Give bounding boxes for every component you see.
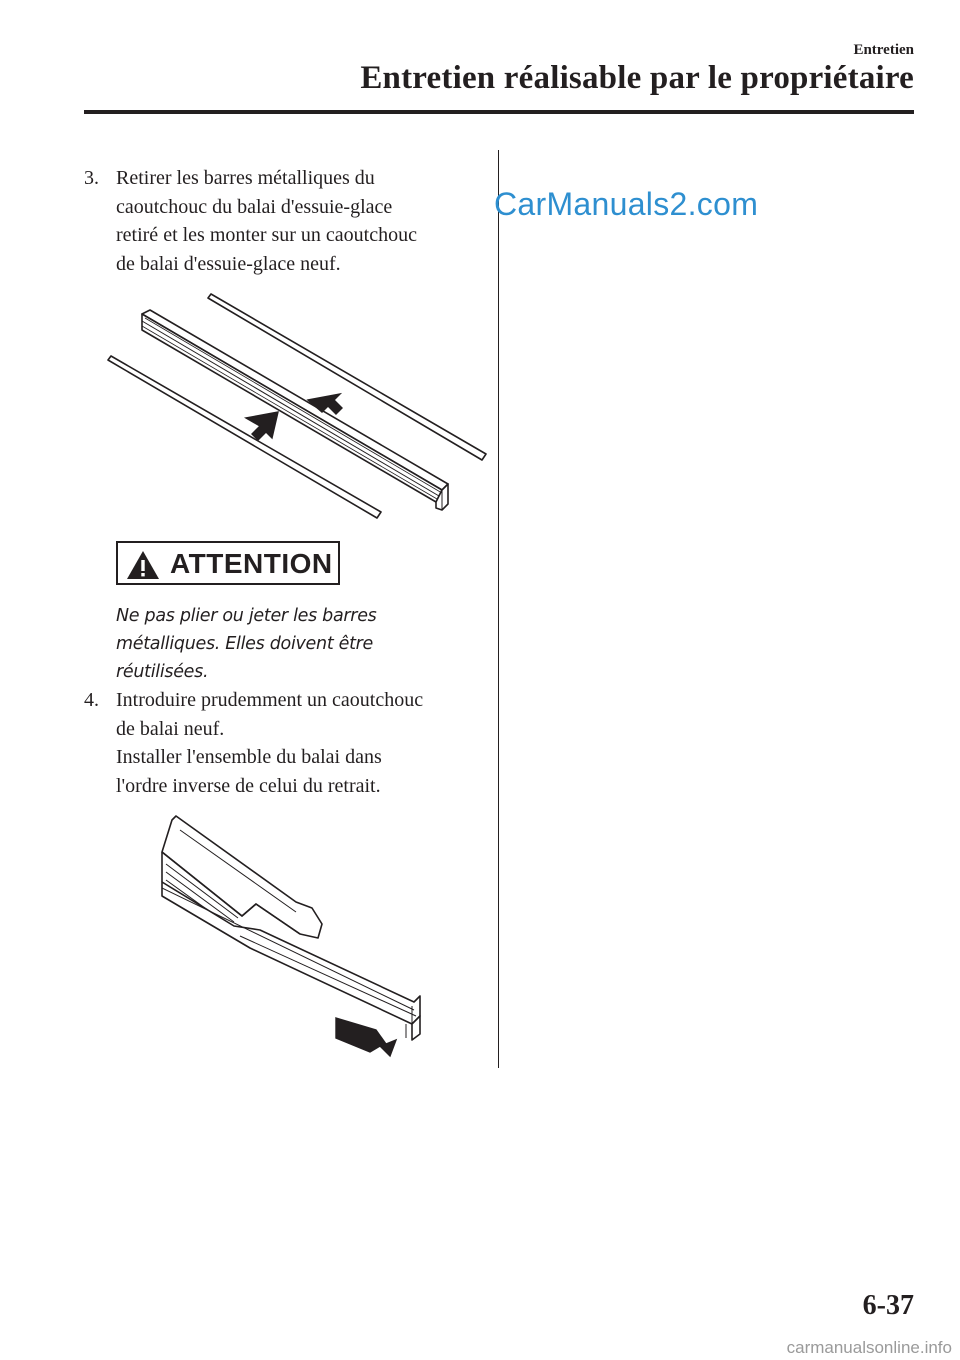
- step-line: Retirer les barres métalliques du: [116, 167, 375, 189]
- watermark-carmanuals2[interactable]: CarManuals2.com: [494, 186, 759, 222]
- step-3: [84, 164, 474, 278]
- step-text: [116, 686, 474, 800]
- footer-watermark[interactable]: carmanualsonline.info: [786, 1338, 952, 1357]
- step-line: de balai neuf.: [116, 717, 225, 740]
- step-text: [116, 164, 474, 278]
- attention-box: [116, 541, 340, 585]
- attention-text: [116, 602, 476, 686]
- figure-metal-bars-illustration: [96, 290, 496, 530]
- arrow-up-right-icon: [246, 412, 278, 440]
- warning-triangle-icon: [126, 550, 160, 580]
- column-divider: [498, 150, 499, 1068]
- step-line: Installer l'ensemble du balai dans: [116, 746, 382, 768]
- step-number: 4.: [84, 689, 99, 711]
- wiper-frame: [162, 816, 322, 938]
- page-title: Entretien réalisable par le propriétaire: [360, 60, 914, 96]
- arrow-right-icon: [336, 1018, 396, 1056]
- header-rule: [84, 110, 914, 114]
- step-line: Introduire prudemment un caoutchouc: [116, 689, 424, 711]
- figure-blade-insertion-illustration: [150, 812, 440, 1062]
- step-number: 3.: [84, 167, 99, 189]
- attention-line: réutilisées.: [116, 662, 209, 682]
- attention-line: Ne pas plier ou jeter les barres: [116, 606, 377, 626]
- step-4: [84, 686, 474, 800]
- step-line: caoutchouc du balai d'essuie-glace: [116, 195, 393, 218]
- page-number: 6-37: [862, 1290, 914, 1321]
- header-section-label: Entretien: [853, 42, 914, 58]
- attention-label: ATTENTION: [170, 548, 333, 579]
- attention-line: métalliques. Elles doivent être: [116, 634, 374, 654]
- step-line: retiré et les monter sur un caoutchouc: [116, 224, 417, 246]
- step-line: de balai d'essuie-glace neuf.: [116, 252, 341, 275]
- step-line: l'ordre inverse de celui du retrait.: [116, 774, 381, 797]
